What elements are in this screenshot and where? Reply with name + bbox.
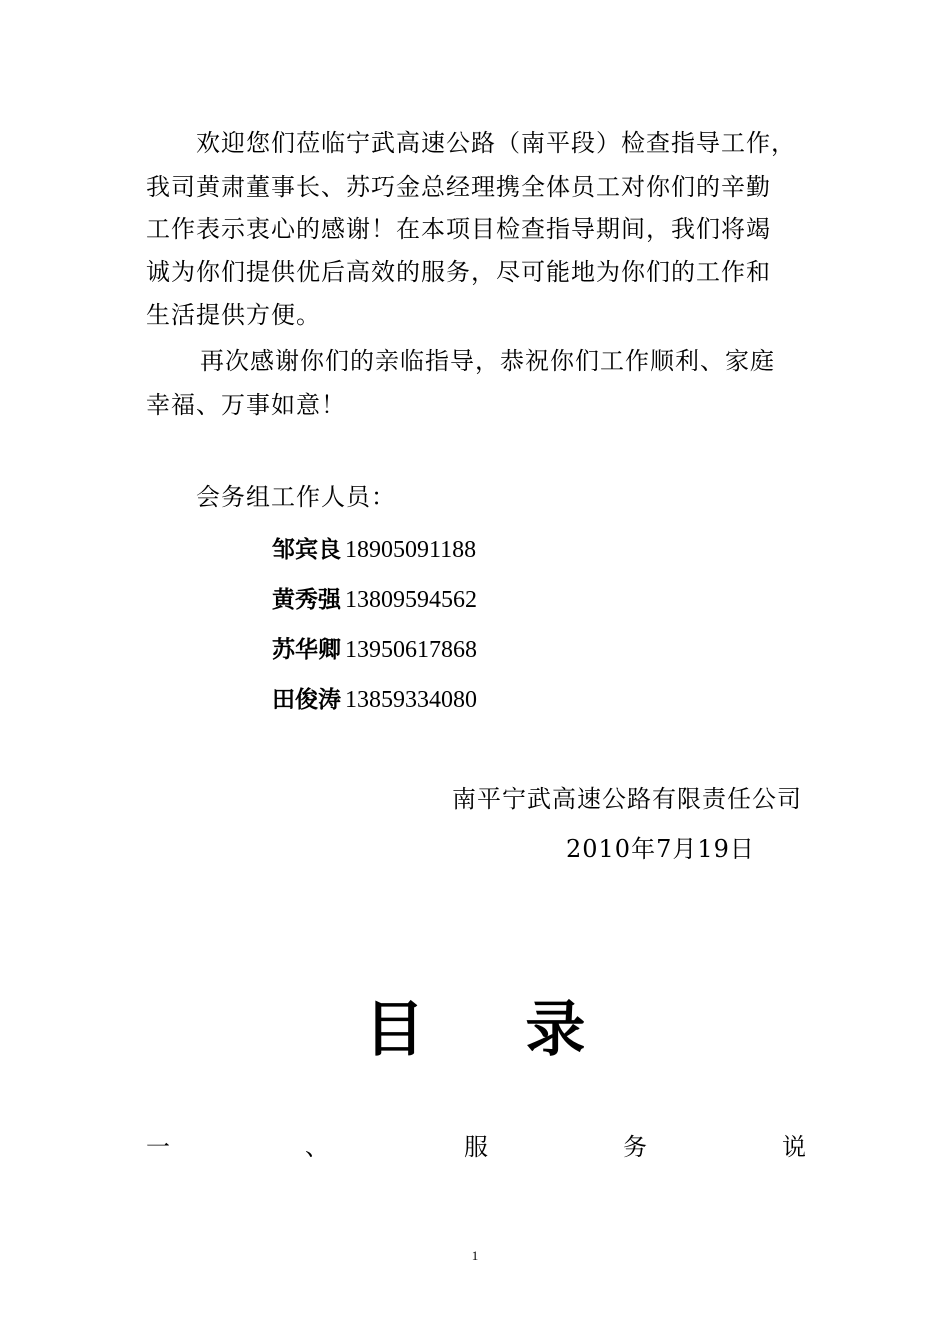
toc-entry-char: 一: [146, 1133, 170, 1161]
paragraph-1-line-5: 生活提供方便。: [146, 301, 321, 329]
contact-item: [272, 532, 477, 582]
page-number: 1: [471, 1248, 479, 1263]
contact-item: [272, 682, 477, 732]
letter-date: 2010年7月19日: [566, 835, 755, 863]
contact-item: [272, 582, 477, 632]
toc-entry[interactable]: [146, 1132, 806, 1162]
contact-name: 田俊涛: [272, 687, 341, 713]
paragraph-1-line-1: 欢迎您们莅临宁武高速公路（南平段）检查指导工作，: [196, 129, 796, 157]
paragraph-1-line-4: 诚为你们提供优后高效的服务，尽可能地为你们的工作和: [146, 258, 771, 286]
contact-name: 黄秀强: [272, 587, 341, 613]
toc-entry-char: 服: [464, 1133, 488, 1161]
staff-heading: 会务组工作人员：: [196, 483, 396, 511]
paragraph-1-line-3: 工作表示衷心的感谢！在本项目检查指导期间，我们将竭: [146, 215, 771, 243]
contact-name: 邹宾良: [272, 537, 341, 563]
contact-item: [272, 632, 477, 682]
contact-list: [272, 532, 477, 732]
toc-entry-char: 务: [623, 1133, 647, 1161]
paragraph-2-line-1: 再次感谢你们的亲临指导，恭祝你们工作顺利、家庭: [200, 347, 775, 375]
paragraph-1-line-2: 我司黄肃董事长、苏巧金总经理携全体员工对你们的辛勤: [146, 173, 771, 201]
contact-phone: 18905091188: [345, 537, 477, 563]
toc-entry-char: 、: [305, 1133, 329, 1161]
contact-phone: 13859334080: [345, 687, 477, 713]
toc-entry-char: 说: [782, 1133, 806, 1161]
company-signature: 南平宁武高速公路有限责任公司: [452, 785, 802, 813]
contact-phone: 13809594562: [345, 587, 477, 613]
paragraph-2-line-2: 幸福、万事如意！: [146, 391, 346, 419]
contact-phone: 13950617868: [345, 637, 477, 663]
toc-title: 目 录: [364, 995, 626, 1065]
contact-name: 苏华卿: [272, 637, 341, 663]
